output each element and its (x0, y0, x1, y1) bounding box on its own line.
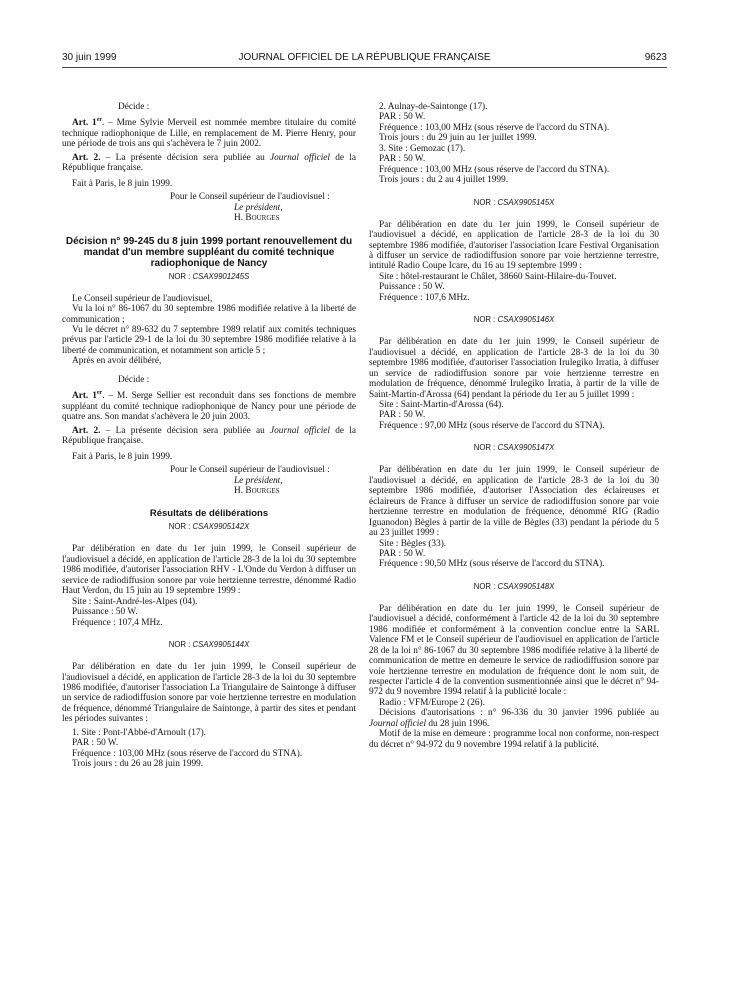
valence-decisions: Décisions d'autorisations : n° 96-336 du 30 janvier 1996 publiée au Journal officiel du 28 juin 1996. (369, 708, 659, 729)
icare-frequence: Fréquence : 107,6 MHz. (379, 292, 470, 303)
article-1-m-sellier: Art. 1er. – M. Serge Sellier est reconduit dans ses fonctions de membre suppléant du comité technique radiophonique de Nancy pour une période de quatre ans. Son mandat s'achèvera le 20 juin 2003. (62, 390, 357, 423)
nor-reference: NOR : CSAX9905144X (168, 640, 250, 650)
deliberation-icare: Par délibération en date du 1er juin 1999, le Conseil supérieur de l'audiovisuel a décidé, en application de l'article 28-3 de la loi du 30 septembre 1986 modifiée, d'autoriser l'association Icare Festival Organisation à diffuser un service de radiodiffusion sonore par voie hertzienne terrestre, intitulé Radio Coupe Icare, du 16 au 19 septembre 1999 : (369, 219, 659, 272)
header-page-number: 9623 (644, 52, 667, 63)
article-2-publication: Art. 2. – La présente décision sera publiée au Journal officiel de la République française. (62, 152, 357, 174)
valence-motif: Motif de la mise en demeure : programme local non conforme, non-respect du décret n° 94-972 du 9 novembre 1994 relatif à la publicité. (369, 729, 659, 750)
triangulaire-par-1: PAR : 50 W. (72, 738, 119, 749)
fait-a-paris: Fait à Paris, le 8 juin 1999. (72, 178, 173, 189)
rhv-site: Site : Saint-André-les-Alpes (04). (72, 596, 198, 607)
signature-name: H. Bourges (234, 213, 280, 224)
deliberation-rig-begles: Par délibération en date du 1er juin 1999, le Conseil supérieur de l'audiovisuel a décidé, en application de l'article 28-3 de la loi du 30 septembre 1986 modifiée, d'autoriser l'Association des éclaireuses et éclaireurs de France à diffuser un service de radiodiffusion sonore par voie hertzienne terrestre en modulation de fréquence, dénommé RIG (Radio Iguanodon) Bègles à partir de la ville de Bègles (33) pendant la période du 5 au 23 juillet 1999 : (369, 465, 659, 539)
triangulaire-dates-1: Trois jours : du 26 au 28 juin 1999. (72, 759, 204, 770)
irulegiko-frequence: Fréquence : 97,00 MHz (sous réserve de l'accord du STNA). (379, 420, 605, 431)
nor-reference: NOR : CSAX9905147X (473, 443, 555, 453)
decide-label: Décide : (118, 374, 150, 385)
section-title-resultats: Résultats de délibérations (149, 508, 269, 520)
preamble-vu-decret: Vu le décret n° 89-632 du 7 septembre 1989 relatif aux comités techniques prévus par l'article 29-1 de la loi du 30 septembre 1986 modifiée relative à la liberté de communication, et notamment son article 5 ; (62, 324, 356, 356)
fait-a-paris: Fait à Paris, le 8 juin 1999. (72, 451, 173, 462)
nor-reference: NOR : CSAX9901245S (168, 271, 250, 281)
deliberation-valence-fm: Par délibération en date du 1er juin 1999, le Conseil supérieur de l'audiovisuel a décidé, conformément à l'article 42 de la loi du 30 septembre 1986 modifiée et conformément à la convention conclue entre la SARL Valence FM et le Conseil supérieur de l'audiovisuel en application de l'article 28 de la loi n° 86-1067 du 30 septembre 1986 modifiée relative à la liberté de communication de mettre en demeure le service de radiodiffusion sonore par voie hertzienne terrestre en modulation de fréquence dont le nom suit, de respecter l'article 4 de la convention susmentionnée ainsi que le décret n° 94-972 du 9 novembre 1994 relatif à la publicité locale : (369, 603, 659, 698)
triangulaire-par-2: PAR : 50 W. (379, 112, 426, 123)
nor-reference: NOR : CSAX9905148X (473, 581, 555, 591)
triangulaire-par-3: PAR : 50 W. (379, 154, 426, 165)
triangulaire-dates-2: Trois jours : du 29 juin au 1er juillet 1999. (379, 133, 537, 144)
signature-name: H. Bourges (234, 485, 280, 496)
nor-reference: NOR : CSAX9905146X (473, 315, 555, 325)
icare-puissance: Puissance : 50 W. (379, 282, 445, 293)
deliberation-triangulaire: Par délibération en date du 1er juin 1999, le Conseil supérieur de l'audiovisuel a décidé, en application de l'article 28-3 de la loi du 30 septembre 1986 modifiée, d'autoriser l'association La Triangulaire de Saintonge à diffuser un service de radiodiffusion sonore par voie hertzienne terrestre en modulation de fréquence, dénommé Triangulaire de Saintonge, à partir des sites et pendant les périodes suivantes : (62, 662, 356, 725)
deliberation-irulegiko: Par délibération en date du 1er juin 1999, le Conseil supérieur de l'audiovisuel a décidé, en application de l'article 28-3 de la loi du 30 septembre 1986 modifiée, d'autoriser l'association Irulegiko Irratia, à diffuser un service de radiodiffusion sonore par voie hertzienne terrestre en modulation de fréquence, dénommé Irulegiko Irratia, à partir de la ville de Saint-Martin-d'Arossa (64) pendant la période du 1er au 5 juillet 1999 : (369, 337, 659, 400)
preamble-apres: Après en avoir délibéré, (72, 356, 162, 367)
triangulaire-site-3: 3. Site : Gemozac (17). (379, 143, 466, 154)
icare-site: Site : hôtel-restaurant le Châlet, 38660 Saint-Hilaire-du-Touvet. (379, 271, 617, 282)
article-1-mme-merveil: Art. 1er. – Mme Sylvie Merveil est nommée membre titulaire du comité technique radiophonique de Lille, en remplacement de M. Pierre Henry, pour une période de trois ans qui s'achèvera le 7 juin 2002. (62, 117, 356, 150)
left-column (62, 102, 356, 770)
triangulaire-site-2: 2. Aulnay-de-Saintonge (17). (379, 102, 488, 112)
rig-site: Site : Bègles (33). (379, 538, 447, 549)
nor-reference: NOR : CSAX9905142X (168, 522, 250, 532)
rig-par: PAR : 50 W. (379, 548, 426, 559)
header-journal-title: JOURNAL OFFICIEL DE LA RÉPUBLIQUE FRANÇAISE (238, 52, 491, 63)
signature-line: Pour le Conseil supérieur de l'audiovisuel : (170, 465, 330, 476)
triangulaire-site-1: 1. Site : Pont-l'Abbé-d'Arnoult (17). (72, 727, 207, 738)
signature-role: Le président, (234, 202, 283, 213)
nor-reference: NOR : CSAX9905145X (473, 197, 555, 207)
signature-line: Pour le Conseil supérieur de l'audiovisuel : (170, 192, 330, 203)
triangulaire-freq-1: Fréquence : 103,00 MHz (sous réserve de l'accord du STNA). (72, 748, 303, 759)
preamble-vu-loi: Vu la loi n° 86-1067 du 30 septembre 1986 modifiée relative à la liberté de communication ; (62, 304, 356, 325)
signature-role: Le président, (234, 475, 283, 486)
header-date: 30 juin 1999 (62, 52, 117, 63)
article-2-publication: Art. 2. – La présente décision sera publiée au Journal officiel de la République française. (62, 425, 357, 447)
preamble-csa: Le Conseil supérieur de l'audiovisuel, (72, 293, 213, 304)
right-column (369, 102, 659, 750)
decision-title: Décision n° 99-245 du 8 juin 1999 portant renouvellement du mandat d'un membre suppléant du comité technique radiophonique de Nancy (65, 235, 353, 269)
triangulaire-freq-2: Fréquence : 103,00 MHz (sous réserve de l'accord du STNA). (379, 122, 610, 133)
irulegiko-site: Site : Saint-Martin-d'Arossa (64). (379, 399, 504, 410)
deliberation-rhv: Par délibération en date du 1er juin 1999, le Conseil supérieur de l'audiovisuel a décidé, en application de l'article 28-3 de la loi du 30 septembre 1986 modifiée, d'autoriser l'association RHV - L'Onde du Verdon à diffuser un service de radiodiffusion sonore par voie hertzienne terrestre, dénommé Radio Haut Verdon, du 15 juin au 19 septembre 1999 : (62, 544, 356, 597)
irulegiko-par: PAR : 50 W. (379, 410, 426, 421)
triangulaire-dates-3: Trois jours : du 2 au 4 juillet 1999. (379, 175, 509, 186)
rhv-puissance: Puissance : 50 W. (72, 607, 138, 618)
triangulaire-freq-3: Fréquence : 103,00 MHz (sous réserve de l'accord du STNA). (379, 164, 610, 175)
rig-frequence: Fréquence : 90,50 MHz (sous réserve de l'accord du STNA). (379, 559, 605, 570)
decide-label: Décide : (118, 102, 150, 112)
header-rule (62, 67, 667, 68)
valence-radio: Radio : VFM/Europe 2 (26). (379, 697, 485, 708)
rhv-frequence: Fréquence : 107,4 MHz. (72, 617, 163, 628)
